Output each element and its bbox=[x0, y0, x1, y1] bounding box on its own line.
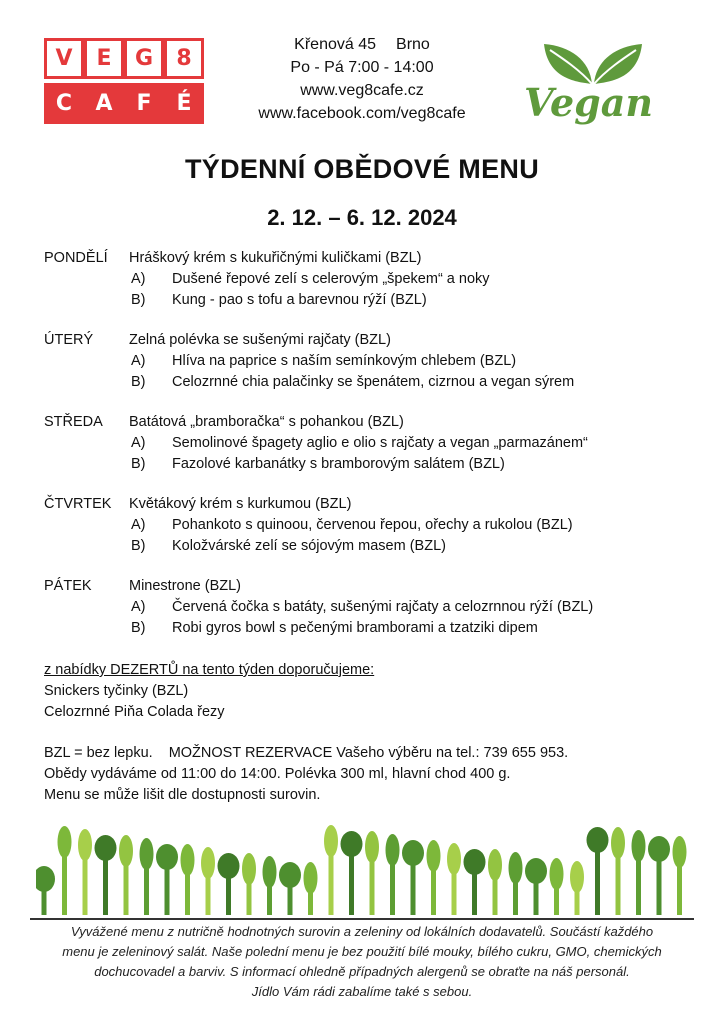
dessert-item: Celozrnné Piňa Colada řezy bbox=[44, 704, 225, 720]
spoon-icon bbox=[95, 835, 117, 861]
logo-letter: C bbox=[44, 83, 84, 124]
soup: Minestrone (BZL) bbox=[129, 578, 242, 594]
day-monday bbox=[44, 248, 684, 311]
website-link[interactable]: www.veg8cafe.cz bbox=[300, 82, 424, 99]
day-friday bbox=[44, 576, 684, 639]
logo-letter: A bbox=[84, 83, 124, 124]
vegetable-icon bbox=[324, 825, 338, 857]
dish-b: Koložvárské zelí se sójovým masem (BZL) bbox=[172, 538, 446, 554]
logo-letter: G bbox=[124, 38, 164, 79]
option-label: A) bbox=[131, 517, 146, 533]
vegetable-icon bbox=[611, 827, 625, 859]
city: Brno bbox=[396, 36, 430, 53]
vegetable-icon bbox=[525, 858, 547, 884]
soup: Květákový krém s kurkumou (BZL) bbox=[129, 496, 352, 512]
info-section bbox=[44, 743, 568, 806]
option-label: B) bbox=[131, 456, 146, 472]
spoon-icon bbox=[140, 838, 154, 870]
soup: Zelná polévka se sušenými rajčaty (BZL) bbox=[129, 332, 391, 348]
menu-dates: 2. 12. – 6. 12. 2024 bbox=[267, 205, 457, 230]
spoon-icon bbox=[509, 852, 523, 884]
vegetable-icon bbox=[156, 844, 178, 870]
desserts-heading: z nabídky DEZERTŮ na tento týden doporučujeme: bbox=[44, 662, 375, 678]
vegetable-icon bbox=[242, 853, 256, 885]
spoon-icon bbox=[263, 856, 277, 888]
option-label: B) bbox=[131, 620, 146, 636]
logo-letter: É bbox=[164, 83, 204, 124]
footer-line: dochucovadel a barviv. S informací ohledně případných alergenů se obraťte na náš personál. bbox=[94, 964, 630, 979]
dish-a: Pohankoto s quinoou, červenou řepou, ořechy a rukolou (BZL) bbox=[172, 517, 573, 533]
dish-b: Celozrnné chia palačinky se špenátem, cizrnou a vegan sýrem bbox=[172, 374, 575, 390]
street: Křenová 45 bbox=[294, 36, 377, 53]
logo-letter: V bbox=[44, 38, 84, 79]
vegetable-icon bbox=[279, 862, 301, 888]
address bbox=[224, 33, 500, 56]
vegetable-icon bbox=[36, 866, 55, 892]
day-name: ČTVRTEK bbox=[44, 496, 112, 512]
option-label: B) bbox=[131, 374, 146, 390]
utensil-handle bbox=[349, 848, 354, 915]
vegetable-icon bbox=[201, 847, 215, 879]
vegetable-icon bbox=[119, 835, 133, 867]
spoon-icon bbox=[341, 831, 363, 857]
spoon-icon bbox=[587, 827, 609, 853]
spoon-icon bbox=[632, 830, 646, 862]
desserts-section bbox=[44, 660, 374, 723]
option-label: A) bbox=[131, 271, 146, 287]
vegetable-icon bbox=[402, 840, 424, 866]
spoon-icon bbox=[673, 836, 687, 868]
logo-letter: E bbox=[84, 38, 124, 79]
day-name: STŘEDA bbox=[44, 414, 103, 430]
option-label: A) bbox=[131, 435, 146, 451]
serving-note: Obědy vydáváme od 11:00 do 14:00. Polévka 300 ml, hlavní chod 400 g. bbox=[44, 766, 511, 782]
option-label: B) bbox=[131, 538, 146, 554]
dish-a: Semolinové špagety aglio e olio s rajčaty a vegan „parmazánem“ bbox=[172, 435, 588, 451]
spoon-icon bbox=[304, 862, 318, 894]
weekly-menu bbox=[44, 248, 684, 658]
facebook-link[interactable]: www.facebook.com/veg8cafe bbox=[258, 105, 466, 122]
day-tuesday bbox=[44, 330, 684, 393]
bzl-note: BZL = bez lepku. bbox=[44, 745, 153, 761]
cutlery-vegetables-illustration bbox=[36, 823, 692, 915]
dish-a: Dušené řepové zelí s celerovým „špekem“ a noky bbox=[172, 271, 490, 287]
logo-bottom-row bbox=[44, 83, 204, 124]
spoon-icon bbox=[550, 858, 564, 890]
opening-hours: Po - Pá 7:00 - 14:00 bbox=[290, 59, 434, 76]
option-label: A) bbox=[131, 599, 146, 615]
vegetable-icon bbox=[488, 849, 502, 881]
option-label: B) bbox=[131, 292, 146, 308]
dessert-item: Snickers tyčinky (BZL) bbox=[44, 683, 189, 699]
dish-a: Červená čočka s batáty, sušenými rajčaty a celozrnnou rýží (BZL) bbox=[172, 599, 594, 615]
availability-note: Menu se může lišit dle dostupnosti surovin. bbox=[44, 787, 321, 803]
spoon-icon bbox=[58, 826, 72, 858]
dish-b: Kung - pao s tofu a barevnou rýží (BZL) bbox=[172, 292, 427, 308]
vegan-logo bbox=[518, 36, 668, 126]
spoon-icon bbox=[218, 853, 240, 879]
vegan-logo-text: Vegan bbox=[524, 80, 653, 125]
veg8-cafe-logo bbox=[44, 38, 204, 124]
day-name: PONDĚLÍ bbox=[44, 250, 108, 266]
day-name: PÁTEK bbox=[44, 578, 92, 594]
spoon-icon bbox=[427, 840, 441, 872]
soup: Hráškový krém s kukuřičnými kuličkami (BZL) bbox=[129, 250, 422, 266]
logo-letter: 8 bbox=[164, 38, 204, 79]
reservation-note: MOŽNOST REZERVACE Vašeho výběru na tel.: 739 655 953. bbox=[168, 745, 569, 761]
footer-line: Vyvážené menu z nutričně hodnotných surovin a zeleniny od lokálních dodavatelů. Součástí každého bbox=[70, 924, 654, 939]
vegetable-icon bbox=[570, 861, 584, 893]
logo-letter: F bbox=[124, 83, 164, 124]
spoon-icon bbox=[181, 844, 195, 876]
contact-info bbox=[224, 33, 500, 125]
day-thursday bbox=[44, 494, 684, 557]
footer-line: Jídlo Vám rádi zabalíme také s sebou. bbox=[251, 984, 473, 999]
utensil-handle bbox=[657, 853, 662, 915]
vegetable-icon bbox=[648, 836, 670, 862]
page-title: TÝDENNÍ OBĚDOVÉ MENU bbox=[184, 154, 540, 184]
footer-note bbox=[30, 918, 694, 1002]
dish-b: Robi gyros bowl s pečenými bramborami a tzatziki dipem bbox=[172, 620, 538, 636]
dish-b: Fazolové karbanátky s bramborovým salátem (BZL) bbox=[172, 456, 505, 472]
option-label: A) bbox=[131, 353, 146, 369]
spoon-icon bbox=[386, 834, 400, 866]
vegetable-icon bbox=[365, 831, 379, 863]
utensil-handle bbox=[595, 844, 600, 915]
spoon-icon bbox=[464, 849, 486, 875]
dish-a: Hlíva na paprice s naším semínkovým chlebem (BZL) bbox=[172, 353, 517, 369]
utensil-handle bbox=[103, 852, 108, 915]
soup: Batátová „bramboračka“ s pohankou (BZL) bbox=[129, 414, 404, 430]
footer-line: menu je zeleninový salát. Naše polední menu je bez použití bílé mouky, bílého cukru, GMO, chemických bbox=[62, 944, 662, 959]
vegetable-icon bbox=[447, 843, 461, 875]
vegetable-icon bbox=[78, 829, 92, 861]
day-wednesday bbox=[44, 412, 684, 475]
day-name: ÚTERÝ bbox=[44, 332, 94, 348]
logo-top-row bbox=[44, 38, 204, 79]
